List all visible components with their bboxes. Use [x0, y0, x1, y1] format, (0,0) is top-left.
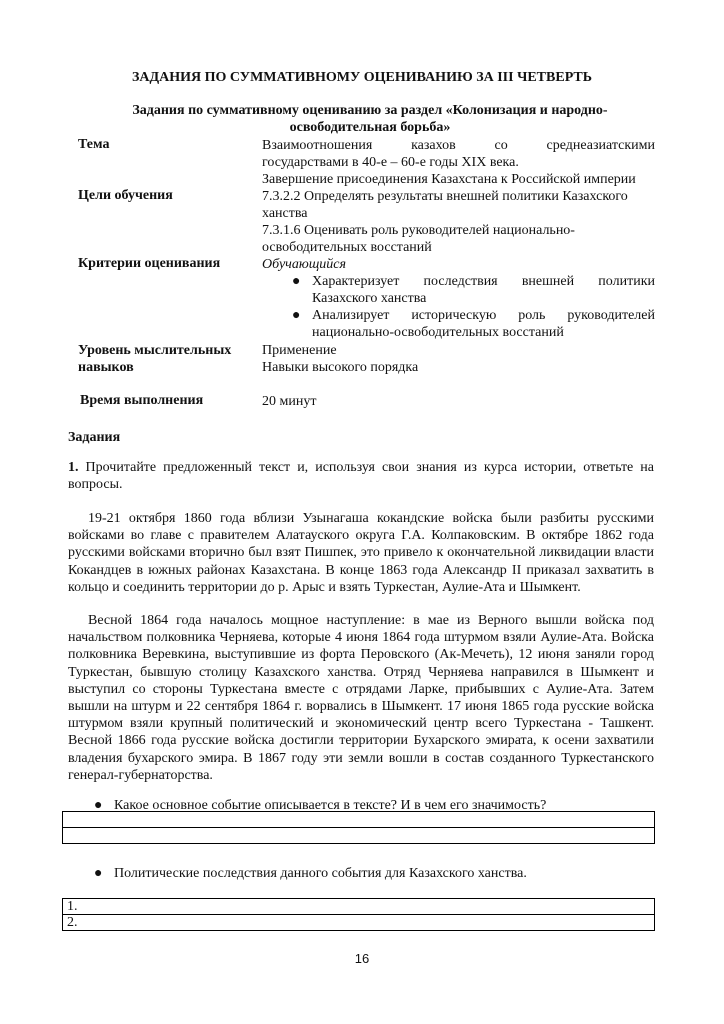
answer-row[interactable] [63, 828, 655, 844]
criteria-intro: Обучающийся [262, 257, 347, 272]
task-number: 1. [68, 460, 79, 475]
topic-label: Тема [78, 137, 110, 152]
time-label: Время выполнения [80, 393, 204, 408]
task1-instruction [68, 459, 654, 493]
tasks-heading: Задания [68, 430, 121, 445]
bullet-icon: ● [292, 274, 301, 289]
text-paragraph-1: 19-21 октября 1860 года вблизи Узынагаша кокандские войска были разбиты русскими войсками во главе с правителем Алатауского округа Г.А. Колпаковским. В октябре 1862 года русскими войсками вторично был взят Пишпек, это привело к окончательной ликвидации власти Кокандцев в южных районах Казахстана. В конце 1863 года Александр II приказал захватить в кольцо и соединить территории до р. Арыс и взять Туркестан, Аулие-Ата и Шымкент. [68, 511, 654, 595]
criteria-line: Казахского ханства [312, 291, 427, 306]
bullet-icon: ● [94, 866, 103, 881]
answer-cell[interactable] [63, 812, 655, 828]
text-paragraph-2: Весной 1864 года началось мощное наступление: в мае из Верного вышли войска под начальством полковника Черняева, которые 4 июня 1864 года штурмом взяли Аулие-Ата. Войска полковника Веревкина, выступившие из форта Перовского (Ак-Мечеть), 12 июня заняли город Туркестан, бывшую столицу Казахского ханства. Отряд Черняева направился в Шымкент и выступил со стороны Туркестана вместе с отрядами Ларке, прибывших с Аулие-Ата. Затем вышли на штурм и 22 сентября 1864 г. ворвались в Шымкент. 17 июня 1865 года русские войска штурмом взяли крупный политический и экономический центр всего Туркестана - Ташкент. Весной 1866 года русские войска достигли территории Бухарского эмирата, к осени захватили владения бухарского эмира. В 1867 году эти земли вошли в состав созданного Туркестанского генерал-губернаторства. [68, 613, 654, 783]
answer-table-1 [62, 811, 655, 844]
page-number: 16 [354, 951, 370, 966]
criteria-label: Критерии оценивания [78, 256, 221, 271]
task-instruction-text: Прочитайте предложенный текст и, используя свои знания из курса истории, ответьте на вопросы. [68, 460, 654, 493]
level-line: Навыки высокого порядка [262, 360, 419, 375]
level-label-line: навыков [78, 360, 134, 375]
goals-line: ханства [262, 206, 308, 221]
answer-cell[interactable]: 1. [63, 899, 655, 915]
topic-line: Взаимоотношения казахов со среднеазиатскими [262, 138, 655, 153]
criteria-item [292, 307, 655, 341]
answer-cell[interactable]: 2. [63, 915, 655, 931]
answer-row[interactable] [63, 812, 655, 828]
criteria-line: Анализирует историческую роль руководителей [312, 308, 655, 323]
criteria-line: национально-освободительных восстаний [312, 325, 564, 340]
answer-cell[interactable] [63, 828, 655, 844]
level-value [262, 342, 418, 376]
topic-value [262, 137, 655, 188]
criteria-item [292, 273, 655, 307]
question-1-text: Какое основное событие описывается в тексте? И в чем его значимость? [114, 798, 547, 813]
bullet-icon: ● [94, 798, 103, 813]
goals-line: 7.3.1.6 Оценивать роль руководителей национально- [262, 223, 575, 238]
goals-line: освободительных восстаний [262, 240, 432, 255]
criteria-line: Характеризует последствия внешней политики [312, 274, 655, 289]
time-value: 20 минут [262, 394, 317, 409]
level-label-line: Уровень мыслительных [78, 343, 232, 358]
topic-line: Завершение присоединения Казахстана к Российской империи [262, 172, 636, 187]
answer-row[interactable] [63, 915, 655, 931]
topic-line: государствами в 40-е – 60-е годы XIX века. [262, 155, 519, 170]
goals-label: Цели обучения [78, 188, 173, 203]
level-label [78, 342, 231, 376]
question-2-text: Политические последствия данного события для Казахского ханства. [114, 866, 527, 881]
section-subtitle: Задания по суммативному оцениванию за раздел «Колонизация и народно-освободительная борьба» [132, 103, 608, 135]
page-title: ЗАДАНИЯ ПО СУММАТИВНОМУ ОЦЕНИВАНИЮ ЗА III ЧЕТВЕРТЬ [131, 70, 593, 85]
answer-row[interactable] [63, 899, 655, 915]
level-line: Применение [262, 343, 337, 358]
goals-value [262, 188, 655, 256]
bullet-icon: ● [292, 308, 301, 323]
question-2 [94, 865, 654, 882]
goals-line: 7.3.2.2 Определять результаты внешней политики Казахского [262, 189, 628, 204]
answer-table-2 [62, 898, 655, 931]
